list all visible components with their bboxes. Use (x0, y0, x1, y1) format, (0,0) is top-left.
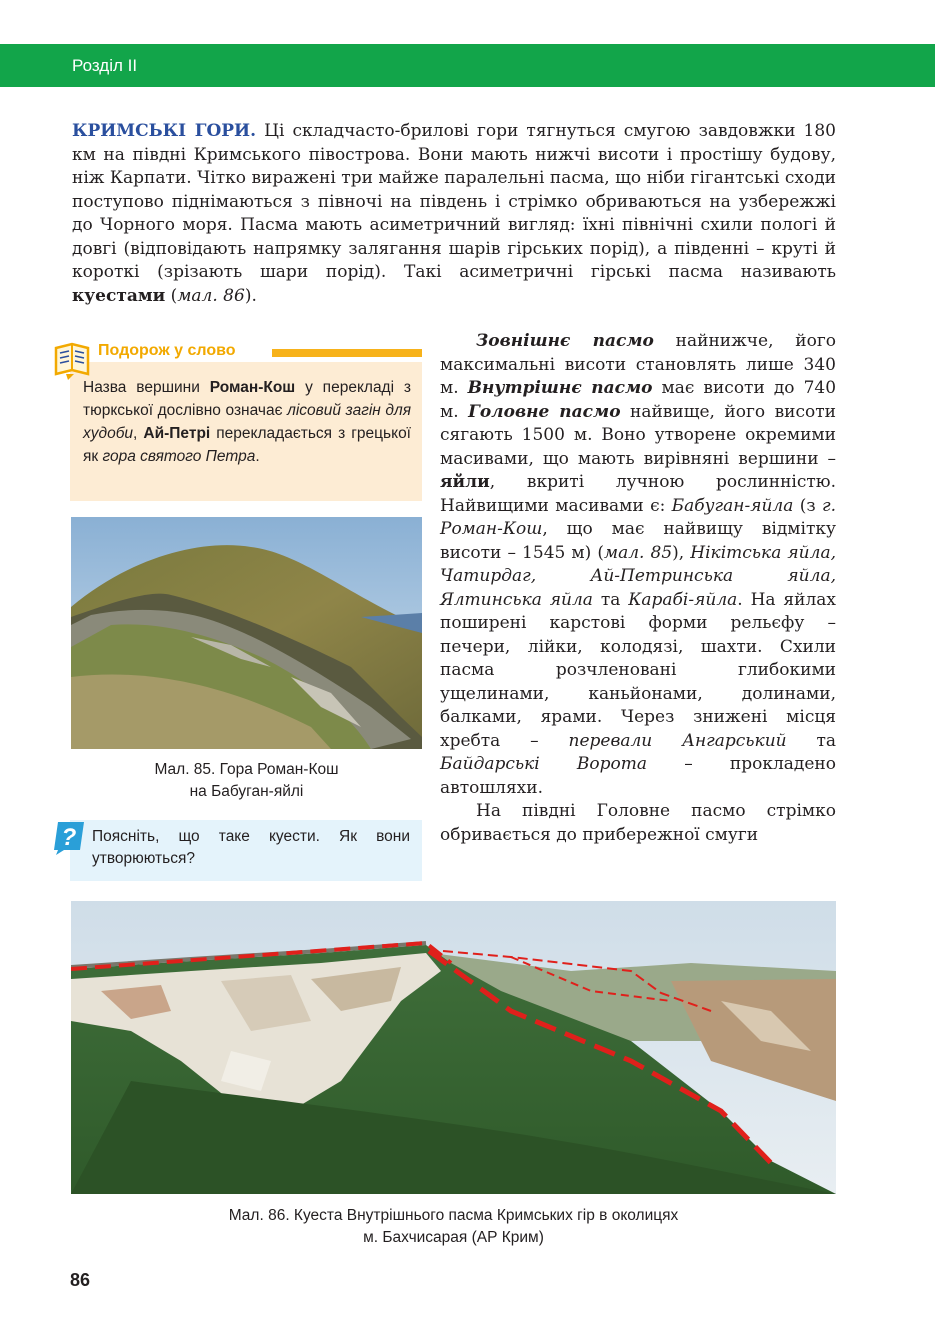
term-kuesty: куестами (72, 285, 166, 306)
svg-text:?: ? (61, 824, 77, 851)
figure-85-caption: Мал. 85. Гора Роман-Кош на Бабуган-яйлі (154, 761, 339, 800)
figure-ref-86[interactable]: мал. 86 (177, 285, 245, 306)
intro-paragraph: КРИМСЬКІ ГОРИ. Ці складчасто-брилові гори тягнуться смугою завдовжки 180 км на півдні Кримського півострова. Вони мають нижчі висоти і простішу будову, ніж Карпати. Чітко виражені три майже паралельні пасма, що ніби гігантські сходи поступово піднімаються з півночі на південь і стрімко обриваються на узбережжі до Чорного моря. Пасма мають асиметричний вигляд: їхні північні схили пологі й довгі (відповідають напрямку залягання шарів гірських порід), а південні – круті й короткі (зрізають шари порід). Такі асиметричні гірські пасма називають куестами (мал. 86). (72, 121, 836, 306)
section-heading: КРИМСЬКІ ГОРИ. (72, 121, 257, 141)
figure-85-photo (71, 517, 422, 749)
ranges-paragraph: Зовнішнє пасмо найнижче, його максимальні висоти становлять лише 340 м. Внутрішнє пасмо має висоти до 740 м. Головне пасмо найвище, його висоти сягають 1500 м. Воно утворене окремими масивами, що мають вирівняні вершини – яйли, вкриті лучною рослинністю. Найвищими масивами є: Бабуган-яйла (з г. Роман-Кош, що має найвищу відмітку висоти – 1545 м) (мал. 85), Нікітська яйла, Чатирдаг, Ай-Петринська яйла, Ялтинська яйла та Карабі-яйла. На яйлах поширені карстові форми рельєфу – печери, лійки, колодязі, шахти. Схили пасма розчленовані глибокими ущелинами, каньйонами, долинами, балками, ярами. Через знижені місця хребта – перевали Ангарський та Байдарські Ворота – прокладено автошляхи. (440, 331, 837, 798)
word-box-title: Подорож у слово (98, 342, 236, 359)
question-mark-icon (52, 820, 86, 856)
word-box-accent-bar (272, 349, 422, 357)
word-box-text: Назва вершини Роман-Кош у перекладі з тюркської дослівно означає лісовий загін для худоби, Ай-Петрі перекладається з грецької як гора святого Петра. (83, 379, 412, 465)
section-title: Розділ II (72, 56, 138, 75)
main-text-column (440, 330, 836, 847)
figure-ref-85[interactable]: мал. 85 (603, 542, 673, 563)
page-number: 86 (70, 1270, 91, 1290)
section-header (0, 44, 935, 87)
figure-86-photo (71, 901, 836, 1194)
question-text: Поясніть, що таке куести. Як вони утворюються? (92, 828, 410, 867)
south-coast-paragraph: На півдні Головне пасмо стрімко обривається до прибережної смуги (440, 801, 836, 845)
figure-86-caption: Мал. 86. Куеста Внутрішнього пасма Кримських гір в околицях м. Бахчисарая (АР Крим) (228, 1207, 679, 1246)
